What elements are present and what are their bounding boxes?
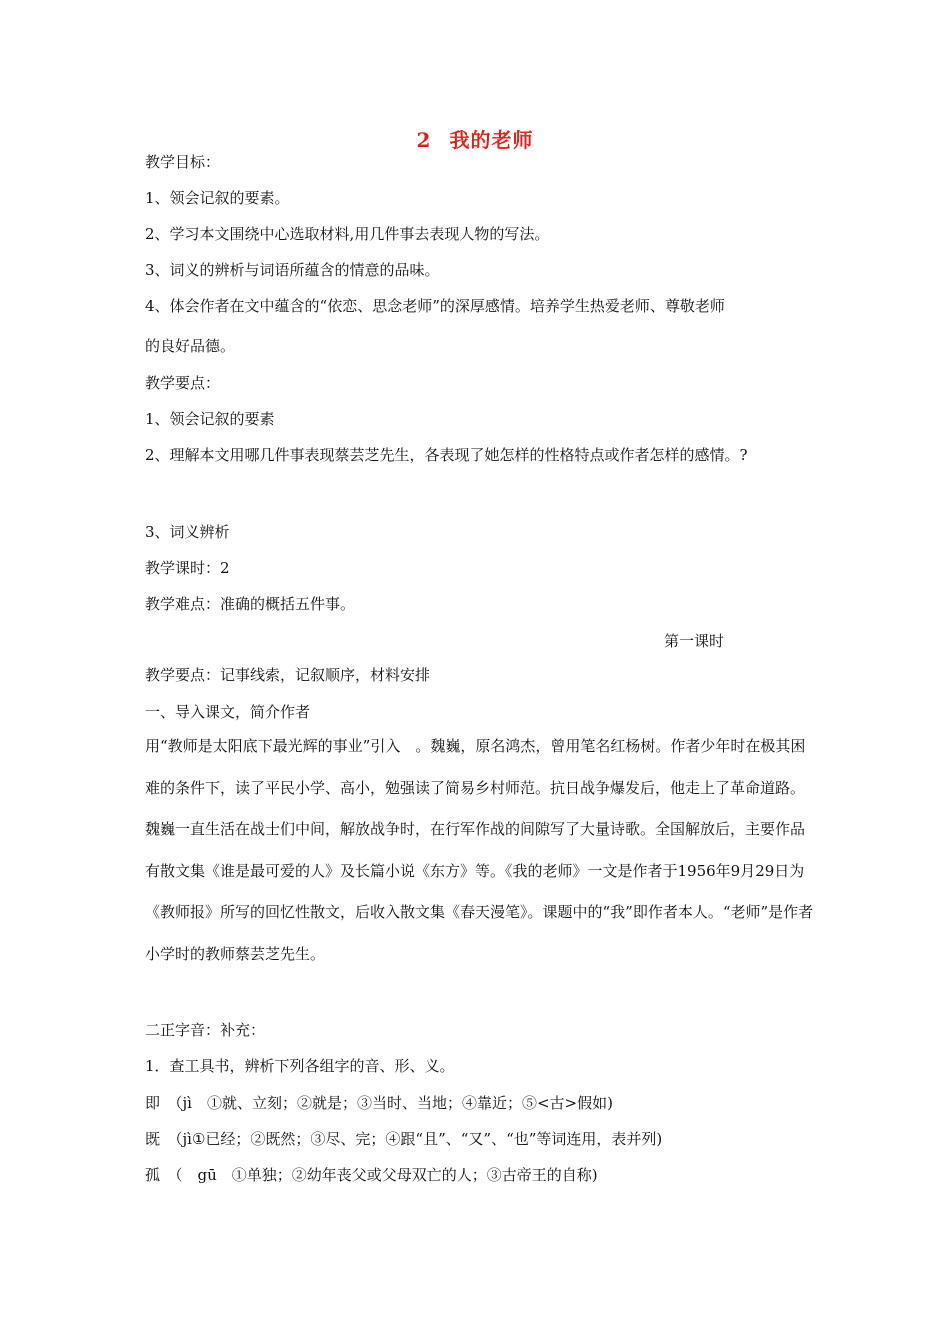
lesson-one-heading: 第一课时 [664, 632, 725, 650]
section-2-heading: 二正字音：补充： [145, 1021, 266, 1039]
author-intro-paragraph: 用“教师是太阳底下最光辉的事业”引入 。魏巍，原名鸿杰，曾用笔名红杨树。作者少年时在极其困难的条件下，读了平民小学、高小，勉强读了简易乡村师范。抗日战争爆发后，他走上了革命道路。魏巍一直生活在战士们中间，解放战争时，在行军作战的间隙写了大量诗歌。全国解放后，主要作品有散文集《谁是最可爱的人》及长篇小说《东方》等。《我的老师》一文是作者于1956年9月29日为《教师报》所写的回忆性散文，后收入散文集《春天漫笔》。课题中的“我”即作者本人。“老师”是作者小学时的教师蔡芸芝先生。 [145, 737, 814, 963]
char-ji-entry: 即 （jì ①就、立刻；②就是；③当时、当地；④靠近；⑤<古>假如) [145, 1094, 613, 1112]
lesson-key-points: 教学要点：记事线索，记叙顺序，材料安排 [145, 666, 431, 684]
char-gu-entry: 孤 （ gū ①单独；②幼年丧父或父母双亡的人；③古帝王的自称) [145, 1166, 598, 1184]
page-title [0, 124, 950, 153]
teaching-difficulty: 教学难点：准确的概括五件事。 [145, 595, 356, 613]
keypoint-3: 3、词义辨析 [145, 523, 230, 541]
char-ji2-entry: 既 （jì①已经；②既然；③尽、完；④跟“且”、“又”、“也”等词连用，表并列) [145, 1130, 663, 1148]
keypoint-2: 2、理解本文用哪几件事表现蔡芸芝先生，各表现了她怎样的性格特点或作者怎样的感情。? [145, 446, 748, 464]
goal-3: 3、词义的辨析与词语所蕴含的情意的品味。 [145, 261, 440, 279]
goal-4-line-1: 4、体会作者在文中蕴含的“依恋、思念老师”的深厚感情。培养学生热爱老师、尊敬老师 [145, 297, 725, 315]
goals-heading: 教学目标： [145, 153, 221, 171]
goal-2: 2、学习本文围绕中心选取材料,用几件事去表现人物的写法。 [145, 225, 550, 243]
task-1: 1．查工具书，辨析下列各组字的音、形、义。 [145, 1057, 455, 1075]
goal-4-line-2: 的良好品德。 [145, 337, 236, 355]
title-number: 2 [416, 128, 432, 152]
title-text: 我的老师 [449, 128, 534, 152]
keypoints-heading: 教学要点： [145, 374, 221, 392]
section-1-heading: 一、导入课文，简介作者 [145, 703, 311, 721]
keypoint-1: 1、领会记叙的要素 [145, 410, 275, 428]
goal-1: 1、领会记叙的要素。 [145, 189, 290, 207]
teaching-hours: 教学课时：2 [145, 559, 230, 577]
